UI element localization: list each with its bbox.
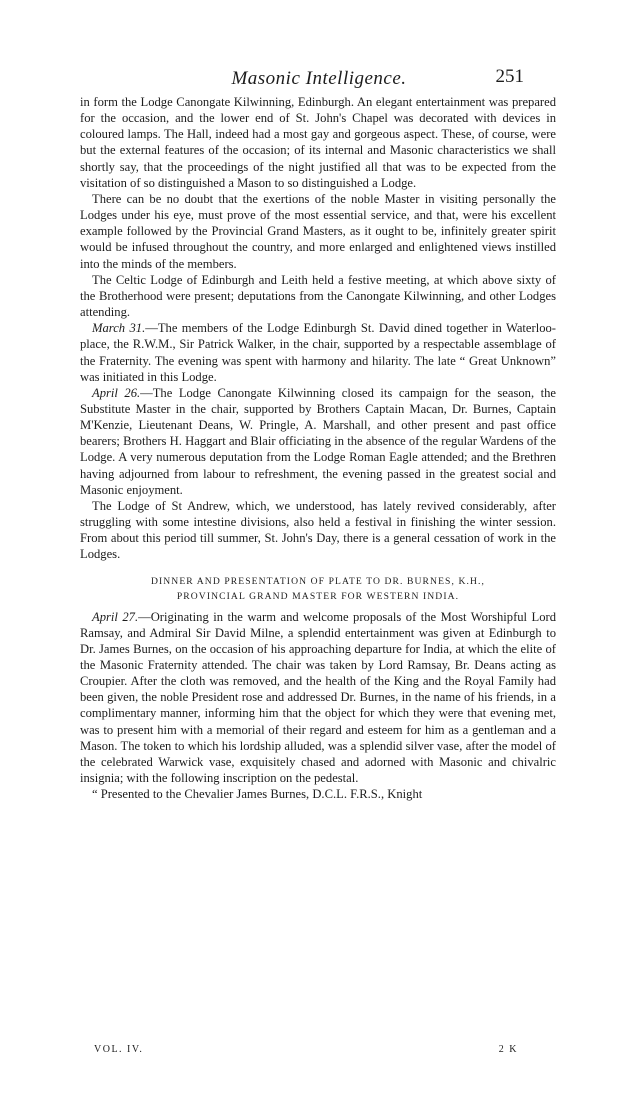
paragraph-celtic-lodge xyxy=(80,272,556,320)
page-body xyxy=(80,94,556,802)
volume-label: VOL. IV. xyxy=(94,1044,144,1055)
paragraph-grand-master-exertions xyxy=(80,191,556,272)
paragraph-text: There can be no doubt that the exertions of the noble Master in visiting personally the Lodges under his eye, must prove of the most essential service, and that, were his excellent example followed by the Provincial Grand Masters, as it ought to be, infinitely greater spirit would be infused throughout the country, and more enlarged and enlightened views instilled into the minds of the members. xyxy=(80,191,556,271)
paragraph-text: The Celtic Lodge of Edinburgh and Leith held a festive meeting, at which above sixty of the Brotherhood were present; deputations from the Canongate Kilwinning, and other Lodges attending. xyxy=(80,272,556,320)
paragraph-text: —Originating in the warm and welcome proposals of the Most Worshipful Lord Ramsay, and Admiral Sir David Milne, a splendid entertainment was given at Edinburgh to Dr. James Burnes, on the occasion of his approaching departure for India, at which the elite of the Masonic Fraternity attended. The chair was taken by Lord Ramsay, Br. Deans acting as Croupier. After the cloth was removed, and the health of the King and the Royal Family had been given, the noble President rose and addressed Dr. Burnes, in the name of his friends, in a complimentary manner, informing him that the object for which they were that evening met, was to present him with a memorial of their regard and esteem for him as a gentleman and a Mason. The token to which his lordship alluded, was a splendid silver vase, after the model of the celebrated Warwick vase, exquisitely chased and adorned with Masonic and chivalric insignia; with the following inscription on the pedestal. xyxy=(80,609,557,786)
paragraph-march-31 xyxy=(80,320,556,385)
page-footer xyxy=(94,1044,534,1062)
section-heading-line: PROVINCIAL GRAND MASTER FOR WESTERN INDIA. xyxy=(176,590,460,602)
paragraph-text: The Lodge of St Andrew, which, we understood, has lately revived considerably, after struggling with some intestine divisions, also held a festival in finishing the winter session. From about this period till summer, St. John's Day, there is a general cessation of work in the Lodges. xyxy=(80,498,556,562)
paragraph-text: —The Lodge Canongate Kilwinning closed its campaign for the season, the Substitute Master in the chair, supported by Brothers Captain Macan, Dr. Burnes, Captain M'Kenzie, Lieutenant Deans, W. Pringle, A. Marshall, and other present and past office bearers; Brothers H. Haggart and Blair officiating in the absence of the regular Wardens of the Lodge. A very numerous deputation from the Lodge Roman Eagle attended; and the Brethren having adjourned from labour to refreshment, the evening passed in the greatest social and Masonic enjoyment. xyxy=(80,385,556,497)
page-number: 251 xyxy=(495,66,524,87)
section-heading xyxy=(80,574,556,604)
paragraph-april-27 xyxy=(80,609,556,787)
signature-mark: 2 K xyxy=(498,1044,518,1055)
paragraph-text: “ Presented to the Chevalier James Burnes, D.C.L. F.R.S., Knight xyxy=(92,787,423,802)
paragraph-st-andrew xyxy=(80,498,556,563)
paragraph-text: —The members of the Lodge Edinburgh St. David dined together in Waterloo-place, the R.W.M., Sir Patrick Walker, in the chair, supported by a respectable assemblage of the Fraternity. The evening was spent with harmony and hilarity. The late “ Great Unknown” was initiated in this Lodge. xyxy=(80,321,557,384)
paragraph-april-26 xyxy=(80,385,556,498)
paragraph-text: in form the Lodge Canongate Kilwinning, Edinburgh. An elegant entertainment was prepared for the occasion, and the lower end of St. John's Chapel was decorated with devices in coloured lamps. The Hall, indeed had a most gay and gorgeous aspect. These, of course, were but the external features of the occasion; of its internal and Masonic characteristics we shall shortly say, that the proceedings of the night justified all that was to be expected from the visitation of so distinguished a Mason to so distinguished a Lodge. xyxy=(80,95,556,190)
page-header xyxy=(0,64,638,94)
entry-date: March 31. xyxy=(92,321,146,336)
paragraph-canongate-visit xyxy=(80,94,556,191)
running-title: Masonic Intelligence. xyxy=(231,68,407,89)
section-heading-line: DINNER AND PRESENTATION OF PLATE TO DR. BURNES, K.H., xyxy=(150,575,486,587)
entry-date: April 26. xyxy=(92,385,141,400)
paragraph-inscription xyxy=(80,786,556,802)
entry-date: April 27. xyxy=(92,609,139,624)
